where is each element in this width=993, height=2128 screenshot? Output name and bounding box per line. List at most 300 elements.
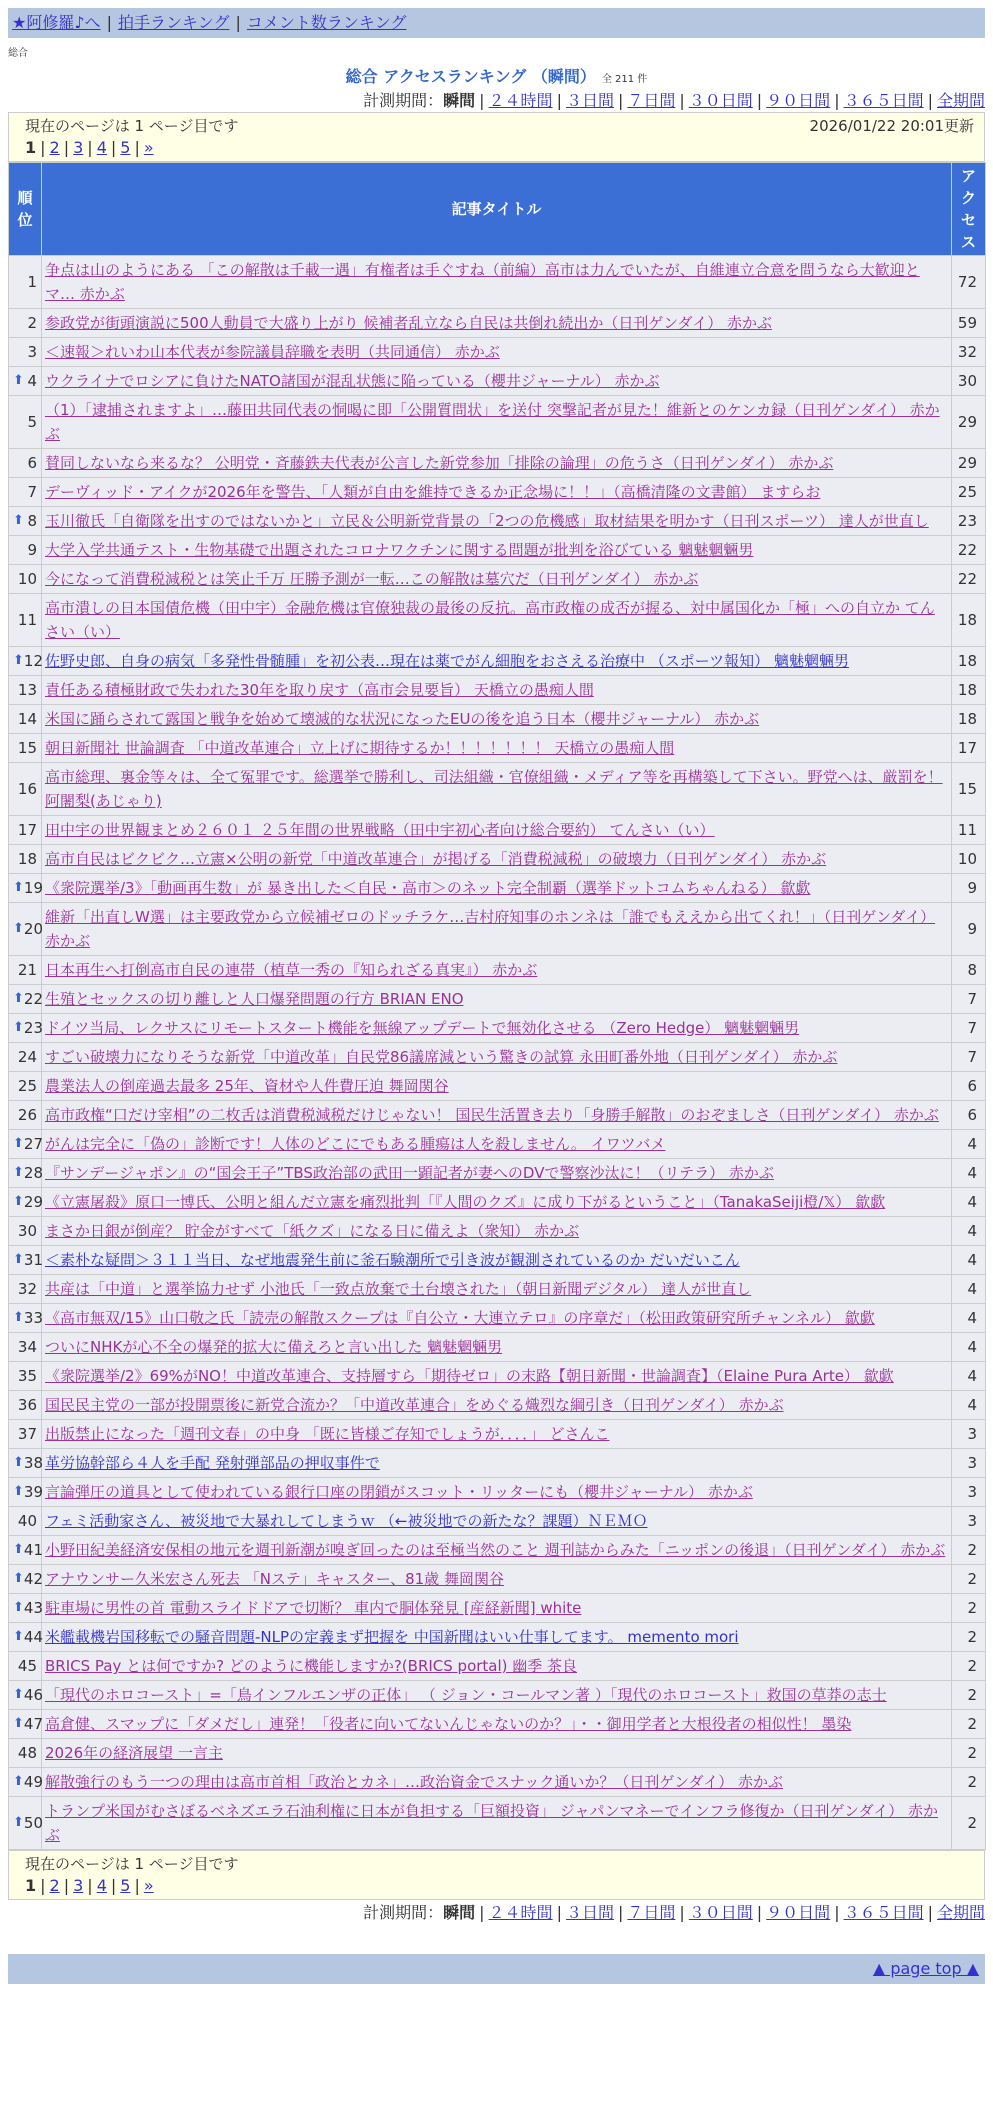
rank-number: 35 — [17, 1367, 37, 1385]
rank-cell — [9, 845, 42, 874]
page-link-4[interactable]: 4 — [96, 1876, 107, 1895]
title-cell — [42, 536, 952, 565]
rank-cell — [9, 449, 42, 478]
title-cell — [42, 1362, 952, 1391]
title-cell — [42, 1420, 952, 1449]
access-count: 29 — [952, 396, 986, 449]
title-cell — [42, 1333, 952, 1362]
rank-up-arrow-icon: ⬆ — [13, 991, 24, 1006]
rank-cell — [9, 1478, 42, 1507]
table-row — [9, 1391, 986, 1420]
rank-cell — [9, 1014, 42, 1043]
title-cell — [42, 1130, 952, 1159]
total-count: 全 211 件 — [601, 74, 648, 85]
article-link[interactable]: 日本再生へ打倒高市自民の連帯（植草一秀の『知られざる真実』） 赤かぶ — [45, 961, 538, 979]
table-row — [9, 1623, 986, 1652]
table-row — [9, 396, 986, 449]
table-row — [9, 763, 986, 816]
table-row — [9, 816, 986, 845]
period-option-3[interactable]: ７日間 — [627, 1903, 676, 1922]
access-count: 10 — [952, 845, 986, 874]
rank-number: 14 — [17, 710, 37, 728]
access-count: 17 — [952, 734, 986, 763]
page-link-3[interactable]: 3 — [73, 1876, 84, 1895]
period-option-2[interactable]: ３日間 — [565, 1903, 614, 1922]
article-link[interactable]: ウクライナでロシアに負けたNATO諸国が混乱状態に陥っている（櫻井ジャーナル） 赤かぶ — [45, 372, 660, 390]
article-link[interactable]: 高倉健、スマップに「ダメだし」連発！「役者に向いてないんじゃないのか？」・・御用学者と大根役者の相似性！ 墨染 — [45, 1715, 852, 1733]
access-count: 23 — [952, 507, 986, 536]
table-row — [9, 705, 986, 734]
period-separator: | — [834, 1903, 840, 1922]
rank-number: 23 — [23, 1019, 43, 1037]
rank-cell — [9, 1391, 42, 1420]
page-separator: | — [40, 138, 46, 157]
rank-number: 7 — [27, 483, 37, 501]
title-cell — [42, 647, 952, 676]
period-option-1[interactable]: ２４時間 — [488, 1903, 553, 1922]
access-count: 4 — [952, 1130, 986, 1159]
access-count: 4 — [952, 1275, 986, 1304]
article-link[interactable]: すごい破壊力になりそうな新党「中道改革」自民党86議席減という驚きの試算 永田町番外地（日刊ゲンダイ） 赤かぶ — [45, 1048, 838, 1066]
article-link[interactable]: トランプ米国がむさぼるベネズエラ石油利権に日本が負担する「巨額投資」 ジャパンマネーでインフラ修復か（日刊ゲンダイ） 赤かぶ — [45, 1802, 939, 1844]
access-count: 6 — [952, 1072, 986, 1101]
rank-number: 37 — [17, 1425, 37, 1443]
rank-number: 12 — [23, 652, 43, 670]
title-cell — [42, 1594, 952, 1623]
rank-cell — [9, 903, 42, 956]
rank-number: 49 — [23, 1773, 43, 1791]
title-cell — [42, 1014, 952, 1043]
title-cell — [42, 845, 952, 874]
access-count: 3 — [952, 1507, 986, 1536]
table-row — [9, 1710, 986, 1739]
rank-number: 44 — [23, 1628, 43, 1646]
rank-cell — [9, 1565, 42, 1594]
table-row — [9, 309, 986, 338]
rank-number: 15 — [17, 739, 37, 757]
article-link[interactable]: 高市総理、裏金等々は、全て冤罪です。総選挙で勝利し、司法組織・官僚組織・メディア等を再構築して下さい。野党へは、厳罰を！ 阿闍梨(あじゃり) — [45, 768, 943, 810]
rank-cell — [9, 309, 42, 338]
rank-number: 22 — [23, 990, 43, 1008]
article-link[interactable]: 争点は山のようにある 「この解散は千載一遇」有権者は手ぐすね（前編）高市は力んでいたが、自維連立合意を問うなら大歓迎とマ… 赤かぶ — [45, 261, 920, 303]
table-row — [9, 1246, 986, 1275]
table-row — [9, 478, 986, 507]
article-link[interactable]: 《衆院選挙/2》69%がNO！中道改革連合、支持層すら「期待ゼロ」の末路【朝日新聞・世論調査】（Elaine Pura Arte） 歙歔 — [45, 1367, 894, 1385]
rank-up-arrow-icon: ⬆ — [13, 1815, 24, 1830]
period-current: 瞬間 — [443, 91, 476, 110]
table-row — [9, 1014, 986, 1043]
rank-cell — [9, 1362, 42, 1391]
access-count: 3 — [952, 1420, 986, 1449]
rank-up-arrow-icon: ⬆ — [13, 1194, 24, 1209]
period-separator: | — [556, 91, 562, 110]
access-count: 7 — [952, 1043, 986, 1072]
title-cell — [42, 1507, 952, 1536]
article-link[interactable]: 農業法人の倒産過去最多 25年、資材や人件費圧迫 舞岡関谷 — [45, 1077, 449, 1095]
rank-cell — [9, 1507, 42, 1536]
period-separator: | — [617, 91, 624, 110]
access-count: 2 — [952, 1797, 986, 1850]
table-row — [9, 338, 986, 367]
access-count: 2 — [952, 1681, 986, 1710]
article-link[interactable]: 今になって消費税減税とは笑止千万 圧勝予測が一転…この解散は墓穴だ（日刊ゲンダイ） 赤かぶ — [45, 570, 699, 588]
rank-cell — [9, 705, 42, 734]
article-link[interactable]: 「現代のホロコースト」=「鳥インフルエンザの正体」 （ ジョン・コールマン著 ）「現代のホロコースト」救国の草莽の志士 — [45, 1686, 887, 1704]
article-link[interactable]: 佐野史郎、自身の病気「多発性骨髄腫」を初公表…現在は薬でがん細胞をおさえる治療中 （スポーツ報知） 魑魅魍魎男 — [45, 652, 849, 670]
ranking-table — [8, 162, 986, 1850]
rank-number: 10 — [17, 570, 37, 588]
access-count: 2 — [952, 1565, 986, 1594]
title-cell — [42, 956, 952, 985]
table-row — [9, 1304, 986, 1333]
article-link[interactable]: がんは完全に「偽の」診断です！人体のどこにでもある腫瘍は人を殺しません。 イワツバメ — [45, 1135, 666, 1153]
period-option-5[interactable]: ９０日間 — [766, 1903, 831, 1922]
rank-up-arrow-icon: ⬆ — [13, 1455, 24, 1470]
rank-number: 42 — [23, 1570, 43, 1588]
article-link[interactable]: ＜速報＞れいわ山本代表が参院議員辞職を表明（共同通信） 赤かぶ — [45, 343, 500, 361]
rank-cell — [9, 1333, 42, 1362]
page-links — [25, 1875, 974, 1897]
title-cell — [42, 1159, 952, 1188]
period-option-4[interactable]: ３０日間 — [688, 91, 753, 110]
current-page-text: 現在のページは 1 ページ目です — [25, 117, 239, 135]
page-separator: | — [40, 1876, 46, 1895]
article-link[interactable]: 生殖とセックスの切り離しと人口爆発問題の行方 BRIAN ENO — [45, 990, 464, 1008]
rank-number: 9 — [27, 541, 37, 559]
access-count: 4 — [952, 1188, 986, 1217]
next-page-link[interactable]: » — [143, 138, 154, 157]
title-cell — [42, 763, 952, 816]
article-link[interactable]: 解散強行のもう一つの理由は高市首相「政治とカネ」…政治資金でスナック通いか？（日刊ゲンダイ） 赤かぶ — [45, 1773, 783, 1791]
access-count: 2 — [952, 1710, 986, 1739]
page-title-text: 総合 アクセスランキング （瞬間） — [345, 67, 596, 86]
rank-cell — [9, 1652, 42, 1681]
rank-cell — [9, 256, 42, 309]
title-cell — [42, 396, 952, 449]
article-link[interactable]: （1）「逮捕されますよ」…藤田共同代表の恫喝に即「公開質問状」を送付 突撃記者が見た！維新とのケンカ録（日刊ゲンダイ） 赤かぶ — [45, 401, 940, 443]
page-link-3[interactable]: 3 — [73, 138, 84, 157]
article-link[interactable]: ついにNHKが心不全の爆発的拡大に備えろと言い出した 魑魅魍魎男 — [45, 1338, 503, 1356]
article-link[interactable]: 高市自民はビクビク…立憲×公明の新党「中道改革連合」が掲げる「消費税減税」の破壊力（日刊ゲンダイ） 赤かぶ — [45, 850, 827, 868]
title-cell — [42, 1797, 952, 1850]
article-link[interactable]: ＜素朴な疑問＞３１１当日、なぜ地震発生前に釜石験潮所で引き波が観測されているのか だいだいこん — [45, 1251, 740, 1269]
access-count: 9 — [952, 903, 986, 956]
rank-up-arrow-icon: ⬆ — [13, 1629, 24, 1644]
article-link[interactable]: 2026年の経済展望 一言主 — [45, 1744, 223, 1762]
title-cell — [42, 1449, 952, 1478]
rank-cell — [9, 985, 42, 1014]
access-count: 3 — [952, 1449, 986, 1478]
table-row — [9, 1130, 986, 1159]
title-cell — [42, 705, 952, 734]
rank-number: 33 — [23, 1309, 43, 1327]
period-selector-top — [8, 90, 985, 112]
table-row — [9, 647, 986, 676]
rank-up-arrow-icon: ⬆ — [13, 653, 24, 668]
page-separator: | — [110, 1876, 117, 1895]
period-current: 瞬間 — [443, 1903, 476, 1922]
rank-number: 30 — [17, 1222, 37, 1240]
article-link[interactable]: BRICS Pay とは何ですか? どのように機能しますか?(BRICS portal) 幽季 茶良 — [45, 1657, 578, 1675]
page-link-5[interactable]: 5 — [120, 138, 131, 157]
rank-up-arrow-icon: ⬆ — [13, 1774, 24, 1789]
rank-number: 28 — [23, 1164, 43, 1182]
rank-cell — [9, 1681, 42, 1710]
comment-ranking-link[interactable]: コメント数ランキング — [246, 13, 407, 32]
access-count: 22 — [952, 565, 986, 594]
table-row — [9, 1536, 986, 1565]
access-count: 7 — [952, 1014, 986, 1043]
access-count: 4 — [952, 1217, 986, 1246]
rank-up-arrow-icon: ⬆ — [13, 373, 24, 388]
page-links — [25, 137, 974, 159]
access-count: 2 — [952, 1536, 986, 1565]
rank-number: 32 — [17, 1280, 37, 1298]
rank-number: 40 — [17, 1512, 37, 1530]
page-top-link[interactable]: ▲ page top ▲ — [872, 1959, 979, 1978]
article-link[interactable]: 小野田紀美経済安保相の地元を週刊新潮が嗅ぎ回ったのは至極当然のこと 週刊誌からみた「ニッポンの後退」（日刊ゲンダイ） 赤かぶ — [45, 1541, 946, 1559]
title-cell — [42, 1652, 952, 1681]
article-link[interactable]: 高市潰しの日本国債危機（田中宇）金融危機は官僚独裁の最後の反抗。高市政権の成否が握る、対中属国化か「極」への自立か てんさい（い） — [45, 599, 935, 641]
period-selector-bottom — [8, 1902, 985, 1924]
table-row — [9, 1333, 986, 1362]
access-count: 29 — [952, 449, 986, 478]
page-separator: | — [63, 1876, 70, 1895]
period-option-7[interactable]: 全期間 — [936, 91, 985, 110]
table-row — [9, 1188, 986, 1217]
title-cell — [42, 1536, 952, 1565]
table-row — [9, 256, 986, 309]
rank-number: 3 — [27, 343, 37, 361]
rank-cell — [9, 816, 42, 845]
table-row — [9, 1739, 986, 1768]
rank-up-arrow-icon: ⬆ — [13, 1165, 24, 1180]
rank-number: 2 — [27, 314, 37, 332]
rank-cell — [9, 1623, 42, 1652]
rank-up-arrow-icon: ⬆ — [13, 1716, 24, 1731]
page-link-5[interactable]: 5 — [120, 1876, 131, 1895]
period-separator: | — [927, 1903, 933, 1922]
period-separator: | — [927, 91, 933, 110]
table-row — [9, 1101, 986, 1130]
article-link[interactable]: 玉川徹氏「自衛隊を出すのではないかと」立民＆公明新党背景の「2つの危機感」取材結果を明かす（日刊スポーツ） 達人が世直し — [45, 512, 929, 530]
article-link[interactable]: 出版禁止になった「週刊文春」の中身 「既に皆様ご存知でしょうが．．．．」 どさんこ — [45, 1425, 610, 1443]
rank-cell — [9, 1101, 42, 1130]
period-separator: | — [679, 1903, 685, 1922]
title-cell — [42, 1478, 952, 1507]
rank-cell — [9, 1246, 42, 1275]
article-link[interactable]: 維新「出直しW選」は主要政党から立候補ゼロのドッチラケ…吉村府知事のホンネは「誰でもええから出てくれ！」（日刊ゲンダイ） 赤かぶ — [45, 908, 936, 950]
rank-number: 46 — [23, 1686, 43, 1704]
table-row — [9, 903, 986, 956]
page-link-2[interactable]: 2 — [49, 1876, 60, 1895]
article-link[interactable]: 責任ある積極財政で失われた30年を取り戻す（高市会見要旨） 天橋立の愚痴人間 — [45, 681, 594, 699]
header-rank: 順位 — [9, 163, 42, 256]
rank-up-arrow-icon: ⬆ — [13, 1571, 24, 1586]
period-option-6[interactable]: ３６５日間 — [843, 1903, 924, 1922]
table-header-row — [9, 163, 986, 256]
rank-number: 8 — [27, 512, 37, 530]
title-cell — [42, 1188, 952, 1217]
rank-cell — [9, 647, 42, 676]
access-count: 4 — [952, 1391, 986, 1420]
title-cell — [42, 1768, 952, 1797]
rank-number: 21 — [17, 961, 37, 979]
title-cell — [42, 1246, 952, 1275]
article-link[interactable]: 田中宇の世界観まとめ２６０１ ２５年間の世界戦略（田中宇初心者向け総合要約） てんさい（い） — [45, 821, 715, 839]
access-count: 18 — [952, 705, 986, 734]
access-count: 18 — [952, 594, 986, 647]
table-row — [9, 1159, 986, 1188]
rank-cell — [9, 507, 42, 536]
article-link[interactable]: 米艦載機岩国移転での騒音問題-NLPの定義まず把握を 中国新聞はいい仕事してます。 memento mori — [45, 1628, 739, 1646]
article-link[interactable]: 朝日新聞社 世論調査 「中道改革連合」立上げに期待するか！！！！！！！ 天橋立の愚痴人間 — [45, 739, 675, 757]
rank-number: 1 — [27, 273, 37, 291]
rank-number: 34 — [17, 1338, 37, 1356]
period-option-6[interactable]: ３６５日間 — [843, 91, 924, 110]
article-link[interactable]: 参政党が街頭演説に500人動員で大盛り上がり 候補者乱立なら自民は共倒れ続出か（日刊ゲンダイ） 赤かぶ — [45, 314, 772, 332]
article-link[interactable]: 《立憲屠殺》原口一博氏、公明と組んだ立憲を痛烈批判「『人間のクズ』に成り下がるということ」（TanakaSeiji橙/𝕏） 歙歔 — [45, 1193, 886, 1211]
period-option-4[interactable]: ３０日間 — [688, 1903, 753, 1922]
table-row — [9, 1043, 986, 1072]
title-cell — [42, 449, 952, 478]
rank-cell — [9, 1217, 42, 1246]
rank-number: 16 — [17, 780, 37, 798]
access-count: 4 — [952, 1304, 986, 1333]
period-option-2[interactable]: ３日間 — [565, 91, 614, 110]
article-link[interactable]: 駐車場に男性の首 電動スライドドアで切断？ 車内で胴体発見 [産経新聞] white — [45, 1599, 582, 1617]
title-cell — [42, 338, 952, 367]
pager-bottom — [8, 1850, 985, 1900]
rank-number: 38 — [23, 1454, 43, 1472]
article-link[interactable]: 《高市無双/15》山口敬之氏「読売の解散スクープは『自公立・大連立テロ』の序章だ」（松田政策研究所チャンネル） 歙歔 — [45, 1309, 875, 1327]
access-count: 2 — [952, 1623, 986, 1652]
title-cell — [42, 903, 952, 956]
article-link[interactable]: アナウンサー久米宏さん死去 「Nステ」キャスター、81歳 舞岡関谷 — [45, 1570, 504, 1588]
article-link[interactable]: 国民民主党の一部が投開票後に新党合流か？「中道改革連合」をめぐる熾烈な綱引き（日刊ゲンダイ） 赤かぶ — [45, 1396, 784, 1414]
article-link[interactable]: デーヴィッド・アイクが2026年を警告、「人類が自由を維持できるか正念場に！！」（高橋清隆の文書館） ますらお — [45, 483, 821, 501]
rank-cell — [9, 956, 42, 985]
access-count: 4 — [952, 1159, 986, 1188]
article-link[interactable]: 賛同しないなら来るな？ 公明党・斉藤鉄夫代表が公言した新党参加「排除の論理」の危うさ（日刊ゲンダイ） 赤かぶ — [45, 454, 834, 472]
rank-number: 24 — [17, 1048, 37, 1066]
article-link[interactable]: 大学入学共通テスト・生物基礎で出題されたコロナワクチンに関する問題が批判を浴びている 魑魅魍魎男 — [45, 541, 754, 559]
rank-number: 36 — [17, 1396, 37, 1414]
article-link[interactable]: 『サンデージャポン』の“国会王子”TBS政治部の武田一顕記者が妻へのDVで警察沙汰に！（リテラ） 赤かぶ — [45, 1164, 774, 1182]
table-row — [9, 536, 986, 565]
rank-cell — [9, 1449, 42, 1478]
title-cell — [42, 1304, 952, 1333]
home-link[interactable]: ★阿修羅♪へ — [12, 13, 101, 32]
table-row — [9, 565, 986, 594]
article-link[interactable]: 言論弾圧の道具として使われている銀行口座の閉鎖がスコット・リッターにも（櫻井ジャーナル） 赤かぶ — [45, 1483, 753, 1501]
rank-cell — [9, 874, 42, 903]
rank-cell — [9, 594, 42, 647]
article-link[interactable]: まさか日銀が倒産？ 貯金がすべて「紙クズ」になる日に備えよ（衆知） 赤かぶ — [45, 1222, 580, 1240]
rank-cell — [9, 1188, 42, 1217]
table-row — [9, 1768, 986, 1797]
period-label: 計測期間： — [363, 91, 444, 110]
table-row — [9, 367, 986, 396]
access-count: 4 — [952, 1333, 986, 1362]
page-current: 1 — [25, 138, 37, 157]
article-link[interactable]: 《衆院選挙/3》「動画再生数」が 暴き出した＜自民・高市＞のネット完全制覇（選挙ドットコムちゃんねる） 歙歔 — [45, 879, 811, 897]
title-cell — [42, 367, 952, 396]
access-count: 7 — [952, 985, 986, 1014]
table-row — [9, 985, 986, 1014]
rank-cell — [9, 565, 42, 594]
rank-up-arrow-icon: ⬆ — [13, 1020, 24, 1035]
article-link[interactable]: 米国に踊らされて露国と戦争を始めて壊滅的な状況になったEUの後を追う日本（櫻井ジャーナル） 赤かぶ — [45, 710, 760, 728]
table-row — [9, 1652, 986, 1681]
article-link[interactable]: 高市政権“口だけ宰相”の二枚舌は消費税減税だけじゃない！ 国民生活置き去り「身勝手解散」のおぞましさ（日刊ゲンダイ） 赤かぶ — [45, 1106, 939, 1124]
rank-number: 17 — [17, 821, 37, 839]
period-option-1[interactable]: ２４時間 — [488, 91, 553, 110]
next-page-link[interactable]: » — [143, 1876, 154, 1895]
title-cell — [42, 1739, 952, 1768]
table-row — [9, 956, 986, 985]
title-cell — [42, 1623, 952, 1652]
rank-number: 41 — [23, 1541, 43, 1559]
rank-number: 39 — [23, 1483, 43, 1501]
period-option-3[interactable]: ７日間 — [627, 91, 676, 110]
table-row — [9, 507, 986, 536]
title-cell — [42, 1681, 952, 1710]
rank-number: 6 — [27, 454, 37, 472]
table-row — [9, 1072, 986, 1101]
access-count: 72 — [952, 256, 986, 309]
applause-ranking-link[interactable]: 拍手ランキング — [117, 13, 230, 32]
article-link[interactable]: ドイツ当局、レクサスにリモートスタート機能を無線アップデートで無効化させる （Zero Hedge） 魑魅魍魎男 — [45, 1019, 800, 1037]
table-row — [9, 1275, 986, 1304]
table-row — [9, 1449, 986, 1478]
current-page-text: 現在のページは 1 ページ目です — [25, 1855, 239, 1873]
table-row — [9, 676, 986, 705]
title-cell — [42, 256, 952, 309]
access-count: 9 — [952, 874, 986, 903]
page-link-2[interactable]: 2 — [49, 138, 60, 157]
rank-number: 11 — [17, 611, 37, 629]
rank-number: 19 — [23, 879, 43, 897]
rank-number: 31 — [23, 1251, 43, 1269]
rank-up-arrow-icon: ⬆ — [13, 1484, 24, 1499]
table-row — [9, 1797, 986, 1850]
category-label: 総合 — [8, 48, 28, 59]
article-link[interactable]: フェミ活動家さん、被災地で大暴れしてしまうｗ （←被災地での新たな？課題）ＮＥＭＯ — [45, 1512, 648, 1530]
rank-number: 18 — [17, 850, 37, 868]
page-link-4[interactable]: 4 — [96, 138, 107, 157]
period-option-5[interactable]: ９０日間 — [766, 91, 831, 110]
title-cell — [42, 734, 952, 763]
article-link[interactable]: 革労協幹部ら４人を手配 発射弾部品の押収事件で — [45, 1454, 380, 1472]
header-title: 記事タイトル — [42, 163, 952, 256]
rank-cell — [9, 1130, 42, 1159]
period-option-7[interactable]: 全期間 — [936, 1903, 985, 1922]
title-cell — [42, 507, 952, 536]
title-cell — [42, 874, 952, 903]
table-row — [9, 1565, 986, 1594]
rank-cell — [9, 763, 42, 816]
article-link[interactable]: 共産は「中道」と選挙協力せず 小池氏「一致点放棄で土台壊された」（朝日新聞デジタル） 達人が世直し — [45, 1280, 752, 1298]
rank-cell — [9, 1072, 42, 1101]
title-cell — [42, 676, 952, 705]
access-count: 32 — [952, 338, 986, 367]
page-separator: | — [87, 1876, 93, 1895]
access-count: 2 — [952, 1739, 986, 1768]
rank-up-arrow-icon: ⬆ — [13, 1687, 24, 1702]
table-row — [9, 734, 986, 763]
rank-up-arrow-icon: ⬆ — [13, 1310, 24, 1325]
